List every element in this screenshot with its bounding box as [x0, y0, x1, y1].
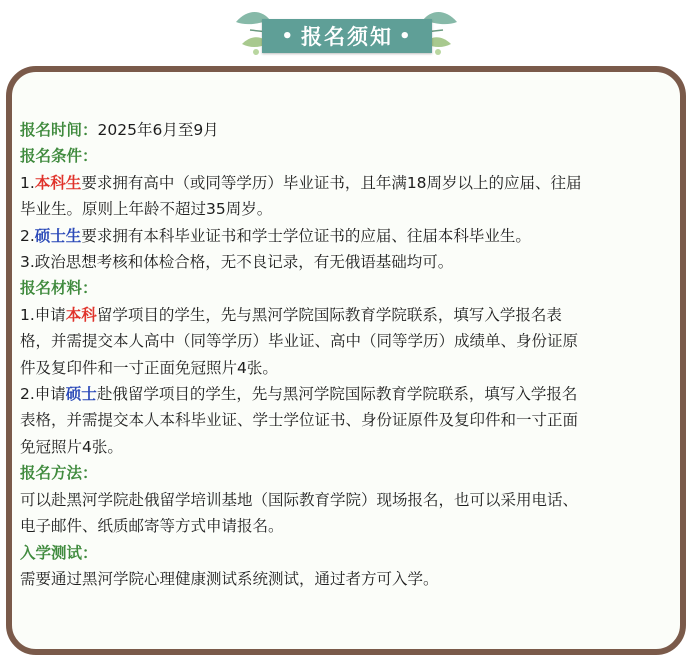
material-item-2-cont-c: 免冠照片4张。: [20, 437, 123, 456]
material-1-prefix: 1.申请: [20, 305, 66, 324]
time-value: 2025年6月至9月: [97, 121, 219, 139]
method-heading: 报名方法：: [20, 464, 98, 483]
title-dot-right: •: [399, 25, 413, 47]
condition-1-highlight: 本科生: [34, 173, 82, 192]
material-1-text-a: 留学项目的学生，先与黑河学院国际教育学院联系，填写入学报名表: [96, 305, 562, 324]
material-item-1-cont-b: 格，并需提交本人高中（同等学历）毕业证、高中（同等学历）成绩单、身份证原: [20, 332, 579, 351]
condition-1-text-a: 要求拥有高中（或同等学历）毕业证书，且年满18周岁以上的应届、往届: [81, 173, 582, 192]
material-1-highlight: 本科: [65, 305, 97, 324]
material-item-2: [20, 381, 670, 407]
material-2-prefix: 2.申请: [20, 385, 66, 404]
material-item-1: [20, 302, 670, 328]
condition-1-prefix: 1.: [20, 173, 35, 192]
method-line-2: 电子邮件、纸质邮寄等方式申请报名。: [20, 517, 284, 536]
condition-2-highlight: 硕士生: [34, 226, 82, 245]
materials-heading: 报名材料：: [20, 279, 98, 298]
test-line-1: 需要通过黑河学院心理健康测试系统测试，通过者方可入学。: [20, 569, 439, 588]
method-line-1: 可以赴黑河学院赴俄留学培训基地（国际教育学院）现场报名，也可以采用电话、: [20, 490, 579, 509]
conditions-heading: 报名条件：: [20, 147, 98, 166]
condition-item-1-cont: 毕业生。原则上年龄不超过35周岁。: [20, 200, 273, 219]
test-heading: 入学测试：: [20, 543, 98, 562]
condition-item-1: [20, 170, 670, 196]
material-2-highlight: 硕士: [65, 385, 97, 404]
material-2-text-a: 赴俄留学项目的学生，先与黑河学院国际教育学院联系，填写入学报名: [96, 385, 578, 404]
time-line: [20, 117, 670, 143]
material-item-1-cont-c: 件及复印件和一寸正面免冠照片4张。: [20, 358, 278, 377]
condition-2-text: 要求拥有本科毕业证书和学士学位证书的应届、往届本科毕业生。: [81, 226, 531, 245]
condition-item-2: [20, 223, 670, 249]
time-label: 报名时间：: [20, 121, 98, 139]
notice-content: [20, 117, 670, 592]
page-title: 报名须知: [301, 25, 393, 49]
material-item-2-cont-b: 表格，并需提交本人本科毕业证、学士学位证书、身份证原件及复印件和一寸正面: [20, 411, 579, 430]
title-dot-left: •: [281, 25, 295, 47]
condition-2-prefix: 2.: [20, 226, 35, 245]
title-banner: [262, 19, 432, 53]
condition-item-3: 3.政治思想考核和体检合格，无不良记录，有无俄语基础均可。: [20, 253, 454, 272]
